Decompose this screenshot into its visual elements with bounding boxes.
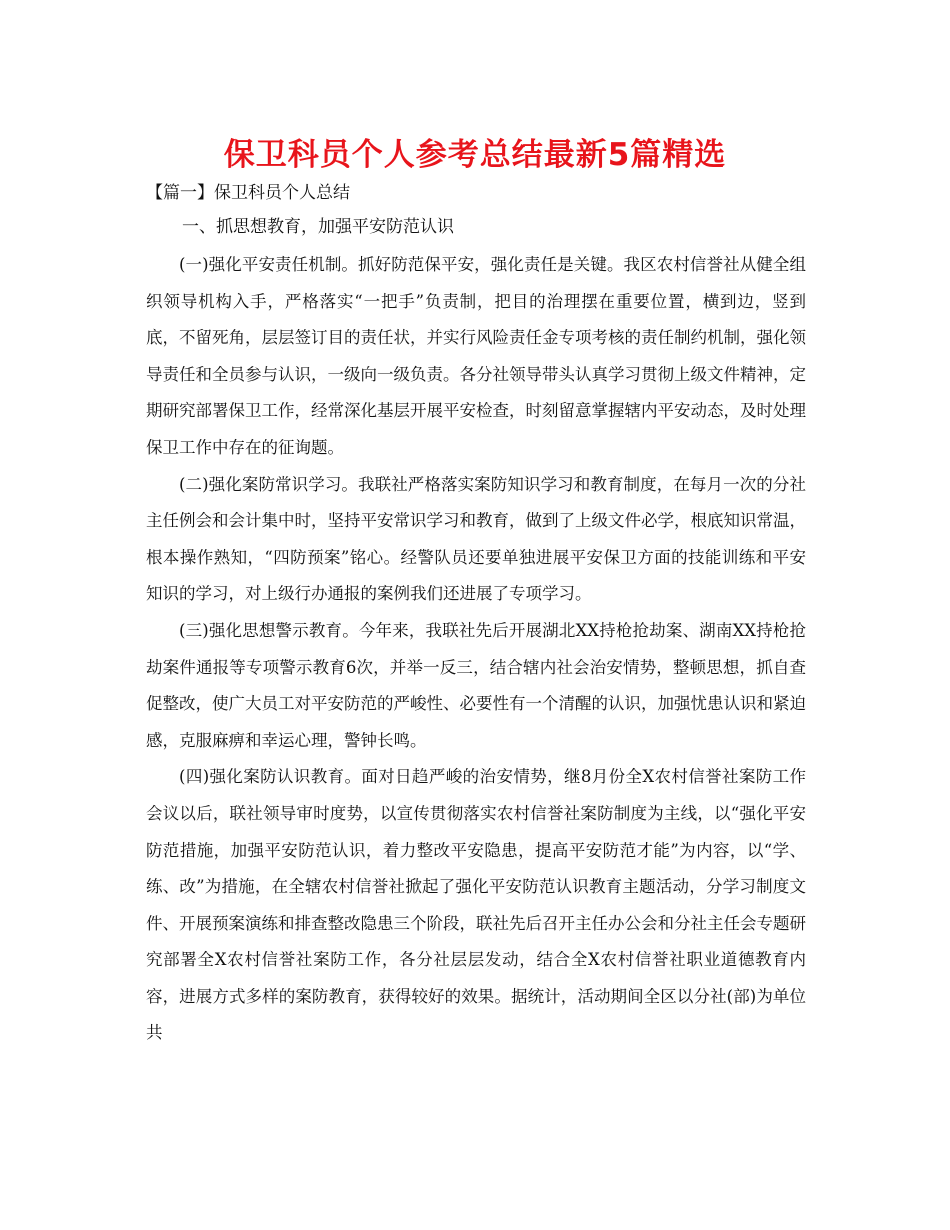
paragraph-1: (一)强化平安责任机制。抓好防范保平安，强化责任是关键。我区农村信誉社从健全组织领导机构入手，严格落实“一把手”负责制，把目的治理摆在重要位置，横到边，竖到底，不留死角，层层签订目的责任状，并实行风险责任金专项考核的责任制约机制，强化领导责任和全员参与认识，一级向一级负责。各分社领导带头认真学习贯彻上级文件精神，定期研究部署保卫工作，经常深化基层开展平安检查，时刻留意掌握辖内平安动态，及时处理保卫工作中存在的征询题。	[146, 255, 806, 457]
section-heading: 一、抓思想教育，加强平安防范认识	[182, 217, 454, 237]
body-text	[146, 247, 806, 1052]
paragraph-4: (四)强化案防认识教育。面对日趋严峻的治安情势，继8月份全X农村信誉社案防工作会议以后，联社领导审时度势，以宣传贯彻落实农村信誉社案防制度为主线，以“强化平安防范措施，加强平安防范认识，着力整改平安隐患，提高平安防范才能”为内容，以“学、练、改”为措施，在全辖农村信誉社掀起了强化平安防范认识教育主题活动，分学习制度文件、开展预案演练和排查整改隐患三个阶段，联社先后召开主任办公会和分社主任会专题研究部署全X农村信誉社案防工作，各分社层层发动，结合全X农村信誉社职业道德教育内容，进展方式多样的案防教育，获得较好的效果。据统计，活动期间全区以分社(部)为单位共	[146, 767, 806, 1043]
paragraph-2: (二)强化案防常识学习。我联社严格落实案防知识学习和教育制度，在每月一次的分社主任例会和会计集中时，坚持平安常识学习和教育，做到了上级文件必学，根底知识常温，根本操作熟知，“四防预案”铭心。经警队员还要单独进展平安保卫方面的技能训练和平安知识的学习，对上级行办通报的案例我们还进展了专项学习。	[146, 474, 806, 604]
section-label: 【篇一】保卫科员个人总结	[146, 183, 350, 203]
paragraph-3: (三)强化思想警示教育。今年来，我联社先后开展湖北XX持枪抢劫案、湖南XX持枪抢劫案件通报等专项警示教育6次，并举一反三，结合辖内社会治安情势，整顿思想，抓自查促整改，使广大员工对平安防范的严峻性、必要性有一个清醒的认识，加强忧患认识和紧迫感，克服麻痹和幸运心理，警钟长鸣。	[146, 620, 806, 750]
document-title: 保卫科员个人参考总结最新5篇精选	[223, 137, 727, 173]
